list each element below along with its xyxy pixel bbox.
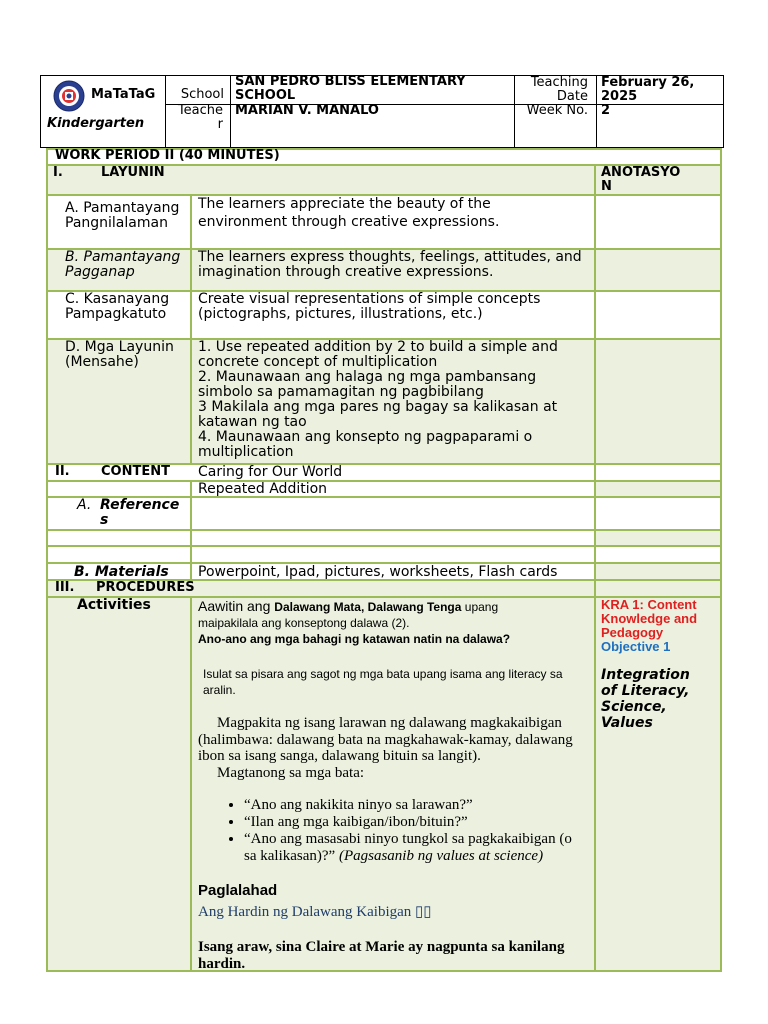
literacy-note: Isulat sa pisara ang sagot ng mga bata upang isama ang literacy sa aralin. xyxy=(203,667,563,697)
body-parts-question: Ano-ano ang mga bahagi ng katawan natin na dalawa? xyxy=(198,632,511,646)
objective-a-label: A. Pamantayang Pangnilalaman xyxy=(65,200,180,231)
list-item: • “Ilan ang mga kaibigan/ibon/bituin?” xyxy=(244,814,590,831)
content-heading: CONTENT xyxy=(101,464,170,479)
school-value: SAN PEDRO BLISS ELEMENTARY SCHOOL xyxy=(235,74,466,103)
objective-b-label: B. Pamantayang Pagganap xyxy=(65,249,181,280)
fill-blank-2 xyxy=(596,563,720,579)
procedures-number: III. xyxy=(55,580,75,595)
content-number: II. xyxy=(55,464,70,479)
story-title: Ang Hardin ng Dalawang Kaibigan ▯▯ xyxy=(198,904,432,920)
question-list xyxy=(198,797,590,865)
song-intro-cont: maipakilala ang konseptong dalawa (2). xyxy=(198,616,410,630)
layunin-heading: LAYUNIN xyxy=(101,165,165,180)
activities-heading: Activities xyxy=(77,597,151,613)
content-value-2: Repeated Addition xyxy=(198,481,328,497)
picture-activity: Magpakita ng isang larawan ng dalawang magkakaibigan (halimbawa: dalawang bata na magkahawak-kamay, dalawang ibon sa isang sanga, dalawang bituin sa langit). Magtanong sa mga bata: xyxy=(198,715,573,781)
list-item: • “Ano ang nakikita ninyo sa larawan?” xyxy=(244,797,590,814)
song-intro: Aawitin ang Dalawang Mata, Dalawang Tenga upang xyxy=(198,598,499,614)
teacher-value: MARIAN V. MANALO xyxy=(235,103,379,118)
references-prefix: A. xyxy=(77,497,92,513)
procedures-heading: PROCEDURES xyxy=(96,580,195,595)
work-period-title: WORK PERIOD II (40 MINUTES) xyxy=(55,148,280,163)
school-label: School xyxy=(180,87,224,102)
logo-text: MaTaTaG xyxy=(91,87,156,102)
fill-content-2 xyxy=(596,481,720,497)
objective-c-value: Create visual representations of simple concepts (pictographs, pictures, illustrations, etc.) xyxy=(198,291,541,322)
list-item: • “Ano ang masasabi ninyo tungkol sa pagkakaibigan (o sa kalikasan)?” (Pagsasanib ng values at science) xyxy=(244,831,590,865)
activities-body xyxy=(198,598,590,973)
grade-level: Kindergarten xyxy=(47,116,145,131)
objective-d-label: D. Mga Layunin (Mensahe) xyxy=(65,339,174,370)
objective-c-label: C. Kasanayang Pampagkatuto xyxy=(65,291,170,322)
paglalahad-heading: Paglalahad xyxy=(198,882,278,899)
teaching-date-value: February 26, 2025 xyxy=(601,75,695,104)
materials-value: Powerpoint, Ipad, pictures, worksheets, Flash cards xyxy=(198,564,558,580)
kra-annotation: KRA 1: Content Knowledge and Pedagogy Objective 1 xyxy=(601,597,698,654)
week-label: Week No. xyxy=(526,103,588,118)
objective-b-value: The learners express thoughts, feelings, attitudes, and imagination through creative expressions. xyxy=(198,249,582,280)
objective-d-list: 1. Use repeated addition by 2 to build a simple and concrete concept of multiplication 2. Maunawaan ang halaga ng mga pambansang simbolo sa pamamagitan ng pagbibilang 3 Makilala ang mga pares ng bagay sa kalikasan at katawan ng tao 4. Maunawaan ang konsepto ng pagpaparami o multiplication xyxy=(198,339,558,460)
teaching-date-label: Teaching Date xyxy=(530,75,588,104)
teacher-label: Teache r xyxy=(177,103,223,132)
materials-heading: B. Materials xyxy=(74,564,169,580)
references-heading: Reference s xyxy=(100,497,180,528)
week-value: 2 xyxy=(601,103,611,118)
layunin-number: I. xyxy=(53,165,63,180)
objective-a-value: The learners appreciate the beauty of the environment through creative expressions. xyxy=(198,196,500,230)
fill-references xyxy=(596,530,720,546)
objective-label: Objective 1 xyxy=(601,639,671,654)
integration-annotation: Integration of Literacy, Science, Values xyxy=(601,667,690,731)
deped-seal-icon xyxy=(53,80,85,112)
anotasyon-heading: ANOTASYO N xyxy=(601,165,681,194)
content-value-1: Caring for Our World xyxy=(198,464,343,480)
story-text: Isang araw, sina Claire at Marie ay nagpunta sa kanilang hardin. xyxy=(198,939,565,972)
